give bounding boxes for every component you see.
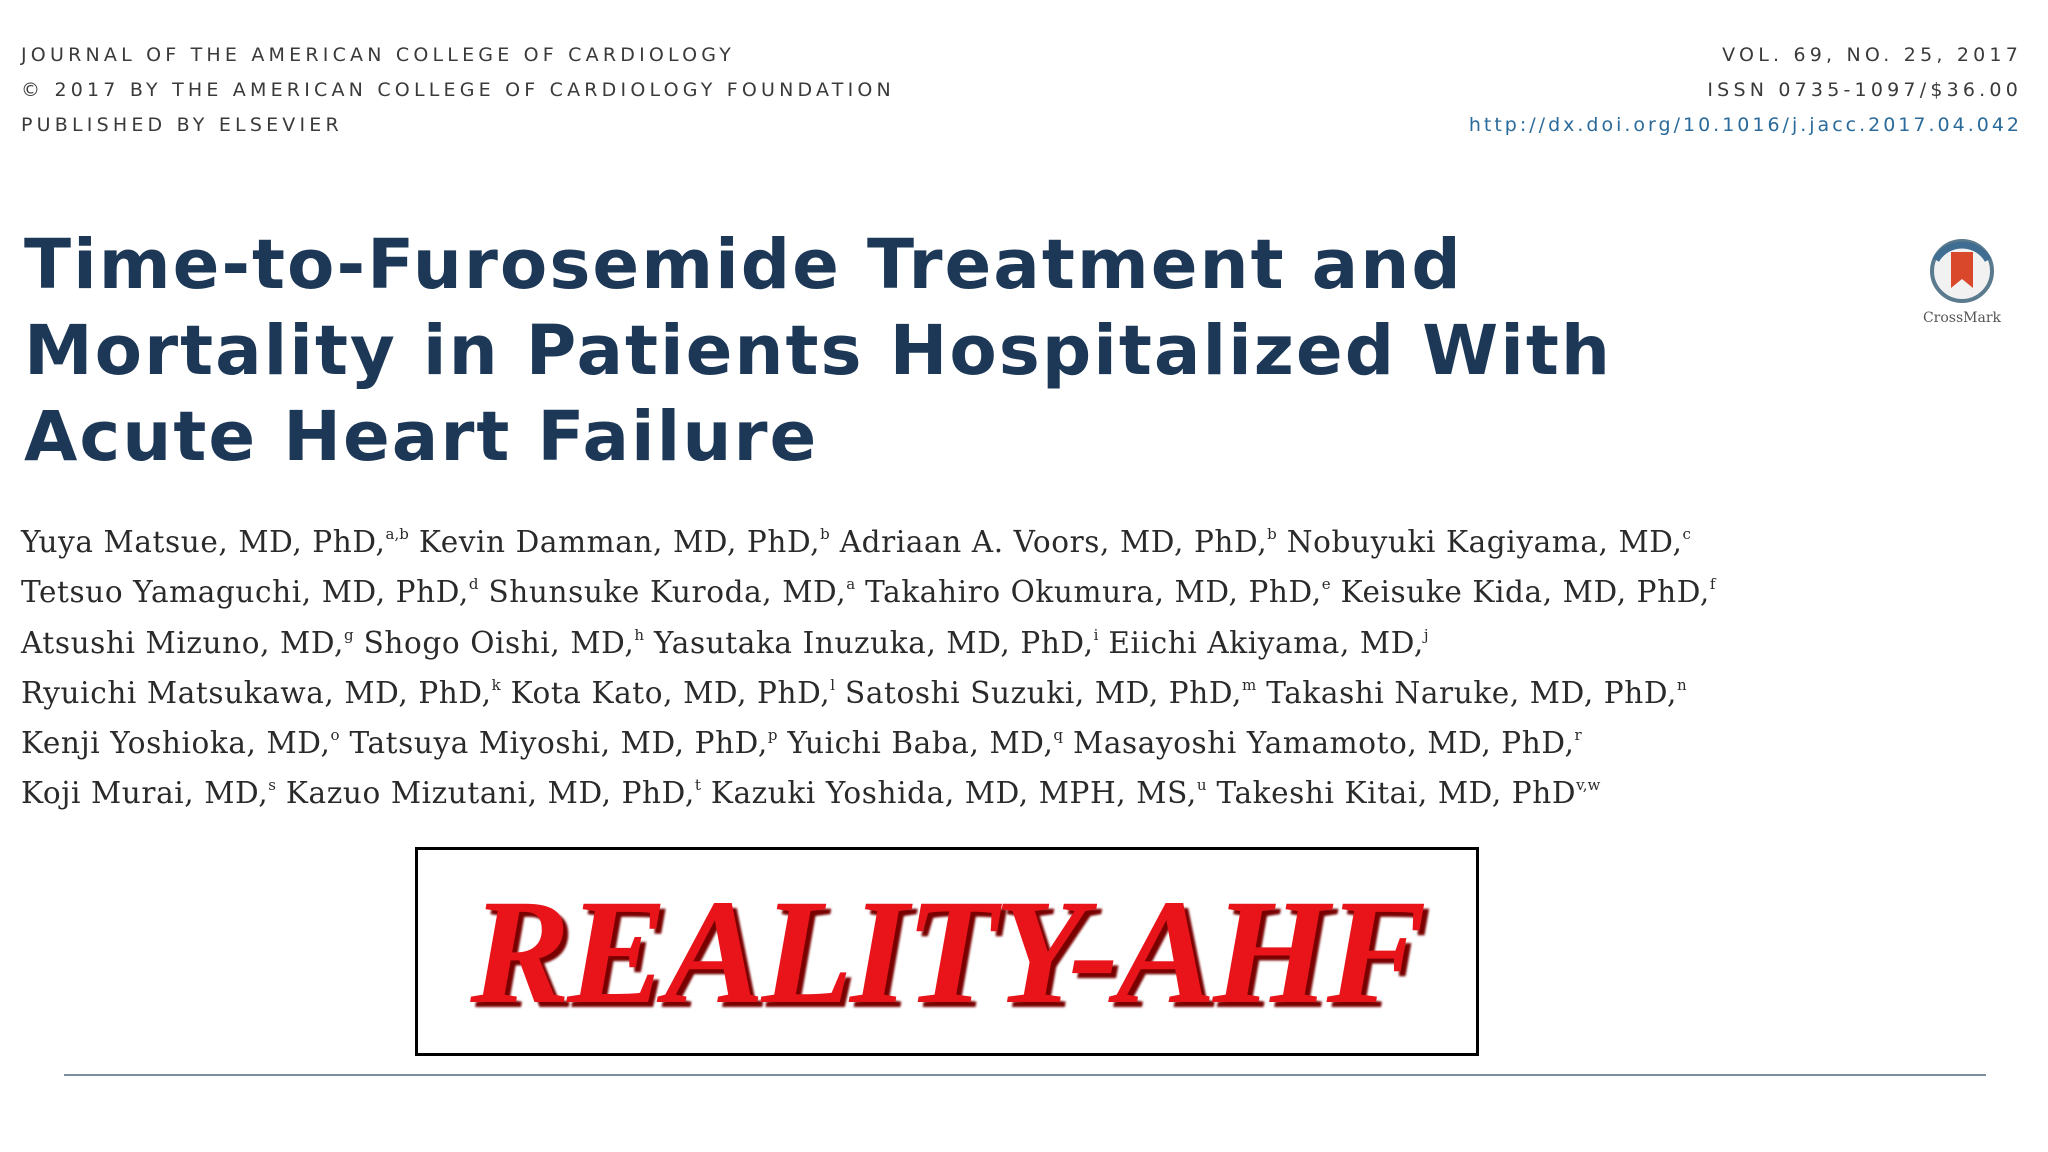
author-name: Shogo Oishi, MD,	[363, 625, 635, 660]
affiliation-mark: k	[491, 675, 501, 694]
author-name: Keisuke Kida, MD, PhD,	[1340, 575, 1710, 610]
author-name: Kota Kato, MD, PhD,	[510, 675, 831, 710]
affiliation-mark: i	[1093, 625, 1099, 644]
affiliation-mark: a	[846, 575, 856, 594]
affiliation-mark: r	[1574, 726, 1582, 745]
author-name: Atsushi Mizuno, MD,	[21, 625, 345, 660]
author-name: Adriaan A. Voors, MD, PhD,	[839, 525, 1268, 559]
affiliation-mark: j	[1423, 625, 1429, 644]
affiliation-mark: l	[830, 675, 836, 694]
author-line	[21, 664, 1715, 714]
author-name: Tetsuo Yamaguchi, MD, PhD,	[21, 575, 469, 610]
crossmark-badge[interactable]	[1910, 238, 2014, 326]
affiliation-mark: b	[1267, 525, 1277, 543]
author-name: Takashi Naruke, MD, PhD,	[1266, 675, 1677, 710]
author-name: Takahiro Okumura, MD, PhD,	[865, 575, 1322, 610]
affiliation-mark: o	[330, 726, 340, 745]
author-name: Kazuki Yoshida, MD, MPH, MS,	[710, 776, 1197, 811]
author-name: Yasutaka Inuzuka, MD, PhD,	[654, 625, 1094, 660]
author-name: Nobuyuki Kagiyama, MD,	[1286, 525, 1683, 559]
study-name: REALITY-AHF	[470, 868, 1424, 1035]
author-name: Kevin Damman, MD, PhD,	[418, 525, 821, 559]
doi-link[interactable]: http://dx.doi.org/10.1016/j.jacc.2017.04.042	[1468, 114, 2022, 136]
author-name: Masayoshi Yamamoto, MD, PhD,	[1073, 726, 1575, 761]
divider-line	[64, 1074, 1986, 1076]
affiliation-mark: m	[1242, 675, 1257, 694]
author-line	[21, 563, 1715, 613]
author-line	[21, 714, 1715, 764]
volume-line: VOL. 69, NO. 25, 2017	[1722, 44, 2022, 66]
title-line-2: Mortality in Patients Hospitalized With	[24, 311, 1612, 391]
affiliation-mark: g	[344, 625, 354, 644]
author-name: Shunsuke Kuroda, MD,	[488, 575, 847, 610]
affiliation-mark: u	[1196, 776, 1207, 795]
author-name: Tatsuya Miyoshi, MD, PhD,	[349, 726, 768, 761]
author-name: Satoshi Suzuki, MD, PhD,	[845, 675, 1243, 710]
study-name-box	[415, 847, 1479, 1056]
affiliation-mark: h	[634, 625, 645, 644]
author-name: Yuichi Baba, MD,	[787, 726, 1054, 761]
affiliation-mark: e	[1321, 575, 1331, 594]
crossmark-label: CrossMark	[1922, 310, 2002, 326]
journal-name: JOURNAL OF THE AMERICAN COLLEGE OF CARDIOLOGY	[21, 44, 736, 66]
author-line	[21, 764, 1715, 814]
affiliation-mark: p	[767, 726, 778, 745]
author-name: Eiichi Akiyama, MD,	[1108, 625, 1424, 660]
title-line-3: Acute Heart Failure	[24, 397, 819, 477]
author-name: Kazuo Mizutani, MD, PhD,	[285, 776, 695, 811]
affiliation-mark: q	[1053, 726, 1064, 745]
crossmark-icon	[1920, 238, 2004, 304]
author-name: Takeshi Kitai, MD, PhD	[1216, 776, 1577, 811]
copyright-line: © 2017 BY THE AMERICAN COLLEGE OF CARDIOLOGY FOUNDATION	[21, 79, 895, 101]
author-list	[21, 513, 1715, 815]
affiliation-mark: n	[1677, 675, 1687, 694]
author-name: Kenji Yoshioka, MD,	[21, 726, 331, 761]
affiliation-mark: d	[468, 575, 479, 594]
journal-header-left	[21, 38, 895, 143]
affiliation-mark: b	[820, 525, 830, 543]
author-name: Yuya Matsue, MD, PhD,	[21, 525, 386, 559]
article-title	[24, 222, 1612, 480]
affiliation-mark: c	[1682, 525, 1691, 543]
journal-header-right	[1469, 38, 2022, 143]
author-line	[21, 513, 1715, 563]
affiliation-mark: v,w	[1576, 776, 1601, 795]
affiliation-mark: a,b	[385, 525, 409, 543]
affiliation-mark: t	[694, 776, 701, 795]
issn-line: ISSN 0735-1097/$36.00	[1707, 79, 2022, 101]
author-line	[21, 614, 1715, 664]
author-name: Koji Murai, MD,	[21, 776, 269, 811]
author-name: Ryuichi Matsukawa, MD, PhD,	[21, 675, 492, 710]
affiliation-mark: f	[1709, 575, 1716, 594]
affiliation-mark: s	[268, 776, 276, 795]
title-line-1: Time-to-Furosemide Treatment and	[24, 225, 1463, 305]
publisher-line: PUBLISHED BY ELSEVIER	[21, 114, 343, 136]
